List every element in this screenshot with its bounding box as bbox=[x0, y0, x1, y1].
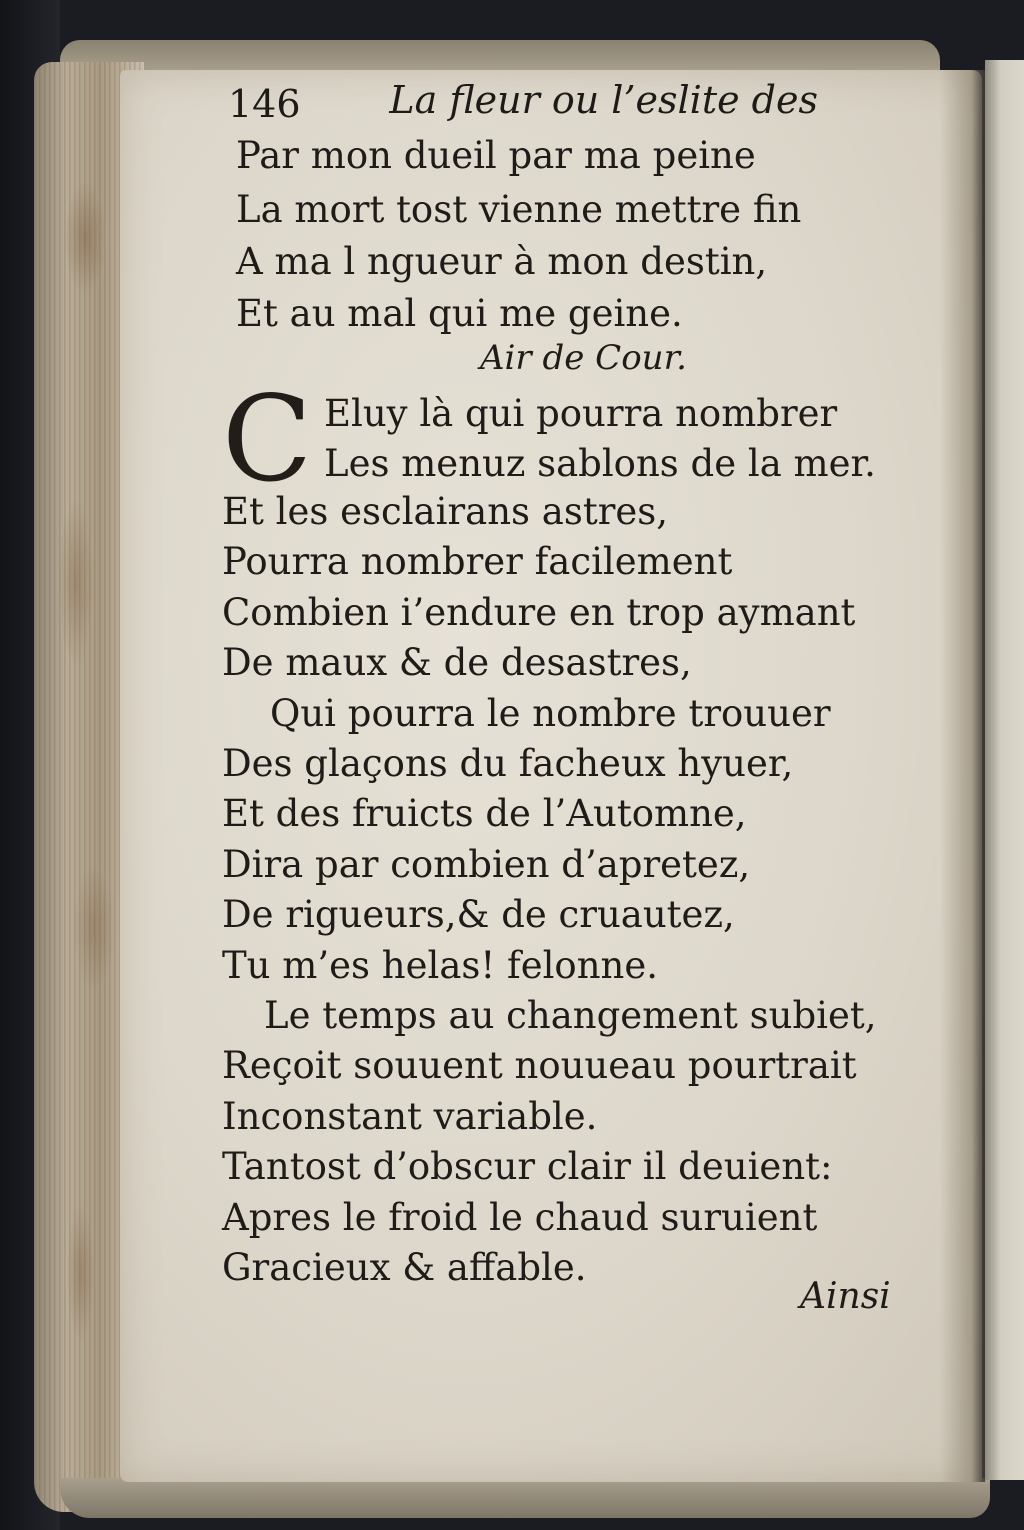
catchword: Ainsi bbox=[800, 1276, 891, 1317]
poem-line: Qui pourra le nombre trouuer bbox=[270, 691, 831, 735]
page-number: 146 bbox=[228, 82, 301, 126]
poem-line: La mort tost vienne mettre fin bbox=[236, 188, 802, 231]
poem-line: Inconstant variable. bbox=[222, 1094, 598, 1138]
poem-line: Les menuz sablons de la mer. bbox=[324, 442, 876, 485]
poem-line: Des glaçons du facheux hyuer, bbox=[222, 742, 794, 785]
poem-line: Et au mal qui me geine. bbox=[236, 292, 683, 335]
poem-line: Tu m’es helas! felonne. bbox=[222, 943, 659, 987]
poem-line: Le temps au changement subiet, bbox=[264, 994, 877, 1037]
poem-line: Par mon dueil par ma peine bbox=[236, 134, 756, 177]
poem-line: Et des fruicts de l’Automne, bbox=[222, 792, 747, 836]
poem-line: Gracieux & affable. bbox=[222, 1246, 587, 1289]
page-gutter-shadow bbox=[940, 70, 985, 1482]
poem-line: Eluy là qui pourra nombrer bbox=[324, 392, 838, 435]
book-bottom-edge bbox=[60, 1478, 990, 1518]
poem-line: Tantost d’obscur clair il deuient: bbox=[222, 1145, 833, 1189]
poem-line: A ma l ngueur à mon destin, bbox=[236, 240, 768, 283]
running-head: La fleur ou l’eslite des bbox=[389, 78, 818, 122]
poem-line: Et les esclairans astres, bbox=[222, 490, 669, 533]
poem-line: Combien i’endure en trop aymant bbox=[222, 590, 856, 634]
poem-line: Reçoit souuent nouueau pourtrait bbox=[222, 1044, 857, 1088]
section-title: Air de Cour. bbox=[480, 338, 687, 378]
poem-line: Apres le froid le chaud suruient bbox=[222, 1195, 818, 1239]
facing-page-edge bbox=[985, 60, 1024, 1480]
poem-line: Dira par combien d’apretez, bbox=[222, 842, 751, 886]
poem-line: De rigueurs,& de cruautez, bbox=[222, 893, 735, 937]
page-header bbox=[228, 78, 818, 138]
drop-cap: C bbox=[222, 370, 313, 508]
fore-edge-stains bbox=[40, 100, 130, 1480]
poem-line: Pourra nombrer facilement bbox=[222, 540, 733, 584]
poem-line: De maux & de desastres, bbox=[222, 641, 692, 685]
